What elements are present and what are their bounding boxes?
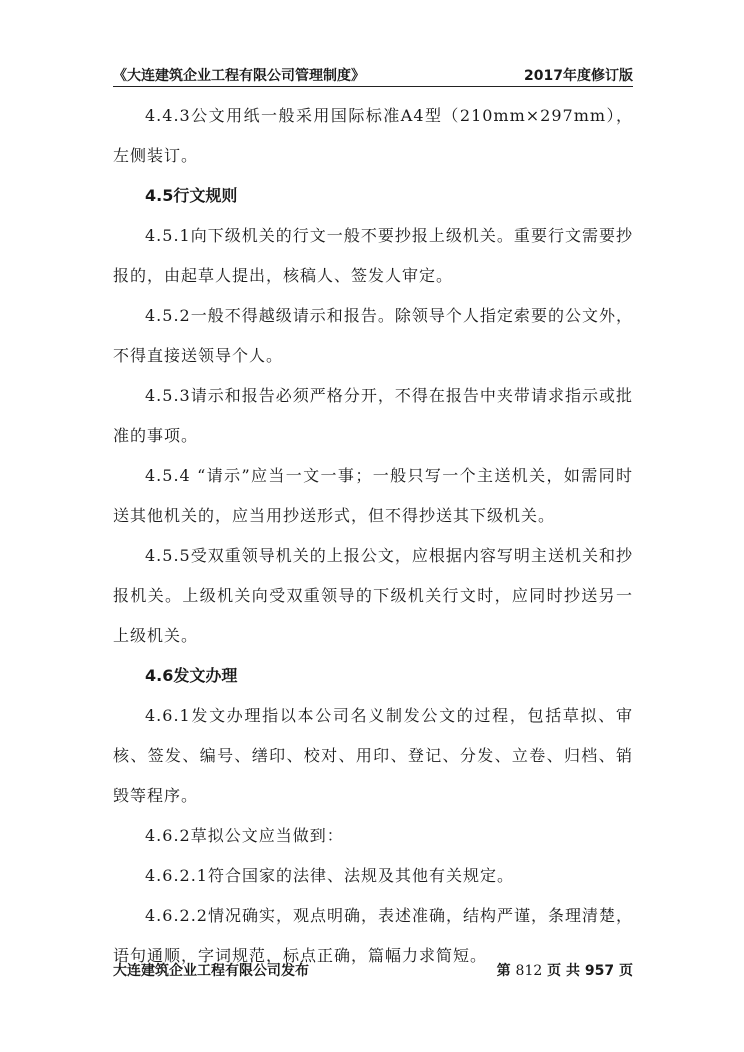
paragraph-4-5-2: 4.5.2一般不得越级请示和报告。除领导个人指定索要的公文外，不得直接送领导个人。 <box>113 306 633 365</box>
footer-publisher: 大连建筑企业工程有限公司发布 <box>113 963 309 979</box>
header-title: 《大连建筑企业工程有限公司管理制度》 <box>113 68 365 84</box>
paragraph-4-5-1: 4.5.1向下级机关的行文一般不要抄报上级机关。重要行文需要抄报的，由起草人提出，核稿人、签发人审定。 <box>113 226 633 285</box>
page-number <box>497 960 633 980</box>
paragraph-4-5-5: 4.5.5受双重领导机关的上报公文，应根据内容写明主送机关和抄报机关。上级机关向受双重领导的下级机关行文时，应同时抄送另一上级机关。 <box>113 546 633 645</box>
header-version: 2017年度修订版 <box>524 68 633 84</box>
section-heading-4-5: 4.5行文规则 <box>145 186 238 205</box>
page-footer <box>113 960 633 982</box>
section-heading-4-6: 4.6发文办理 <box>145 666 238 685</box>
paragraph-4-6-1: 4.6.1发文办理指以本公司名义制发公文的过程，包括草拟、审核、签发、编号、缮印、校对、用印、登记、分发、立卷、归档、销毁等程序。 <box>113 706 633 805</box>
paragraph-4-5-3: 4.5.3请示和报告必须严格分开，不得在报告中夹带请求指示或批准的事项。 <box>113 386 633 445</box>
paragraph-4-6-2: 4.6.2草拟公文应当做到： <box>145 826 344 845</box>
page-suffix: 页 <box>619 963 633 979</box>
paragraph-4-5-4: 4.5.4 “请示”应当一文一事；一般只写一个主送机关，如需同时送其他机关的，应当用抄送形式，但不得抄送其下级机关。 <box>113 466 633 525</box>
document-body <box>113 96 633 976</box>
page-prefix: 第 <box>496 963 511 979</box>
paragraph-4-6-2-2: 4.6.2.2情况确实，观点明确，表述准确，结构严谨，条理清楚，语句通顺，字词规范，标点正确，篇幅力求简短。 <box>113 906 633 965</box>
paragraph-4-6-2-1: 4.6.2.1符合国家的法律、法规及其他有关规定。 <box>145 866 514 885</box>
page-mid: 页 共 <box>547 963 581 979</box>
page-current: 812 <box>515 963 543 979</box>
page-total: 957 <box>584 963 615 979</box>
paragraph-4-4-3: 4.4.3公文用纸一般采用国际标准A4型（210mm×297mm），左侧装订。 <box>113 106 633 165</box>
page-header <box>113 62 633 87</box>
